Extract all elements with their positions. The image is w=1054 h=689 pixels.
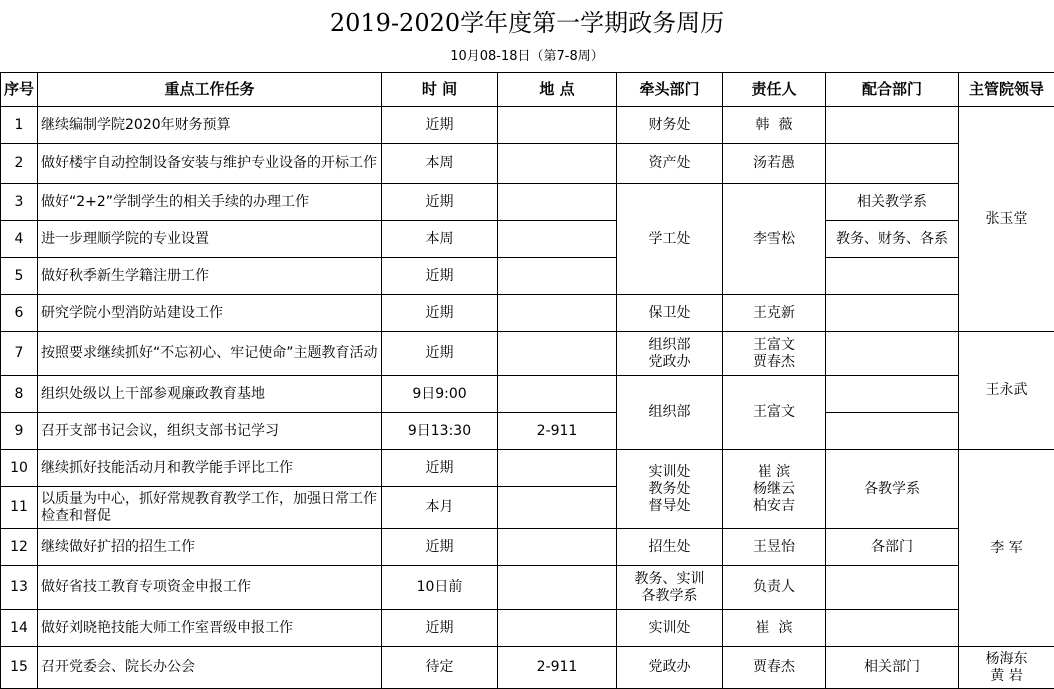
row-place <box>498 566 617 610</box>
row-person: 王富文 <box>723 376 826 450</box>
row-coop-dept <box>826 332 959 376</box>
table-row <box>1 376 1054 413</box>
row-time: 近期 <box>382 332 498 376</box>
row-no: 3 <box>1 184 38 221</box>
row-task: 按照要求继续抓好“不忘初心、牢记使命”主题教育活动 <box>38 332 382 376</box>
table-row <box>1 184 1054 221</box>
row-lead-dept: 组织部 党政办 <box>617 332 723 376</box>
table-row <box>1 610 1054 647</box>
row-person: 王富文 贾春杰 <box>723 332 826 376</box>
header-lead-dept: 牵头部门 <box>617 73 723 107</box>
row-task: 做好“2+2”学制学生的相关手续的办理工作 <box>38 184 382 221</box>
row-coop-dept <box>826 258 959 295</box>
table-row <box>1 258 1054 295</box>
header-person: 责任人 <box>723 73 826 107</box>
row-place <box>498 258 617 295</box>
row-coop-dept: 相关教学系 <box>826 184 959 221</box>
row-time: 待定 <box>382 647 498 689</box>
header-leader: 主管院领导 <box>959 73 1054 107</box>
row-place <box>498 144 617 184</box>
row-task: 做好秋季新生学籍注册工作 <box>38 258 382 295</box>
row-time: 10日前 <box>382 566 498 610</box>
row-coop-dept: 各教学系 <box>826 450 959 529</box>
row-coop-dept: 各部门 <box>826 529 959 566</box>
row-place <box>498 295 617 332</box>
row-lead-dept: 组织部 <box>617 376 723 450</box>
row-task: 进一步理顺学院的专业设置 <box>38 221 382 258</box>
row-time: 近期 <box>382 450 498 487</box>
row-lead-dept: 实训处 <box>617 610 723 647</box>
table-row <box>1 529 1054 566</box>
row-no: 15 <box>1 647 38 689</box>
row-person: 韩 薇 <box>723 107 826 144</box>
row-place <box>498 332 617 376</box>
row-no: 13 <box>1 566 38 610</box>
row-time: 近期 <box>382 258 498 295</box>
row-no: 14 <box>1 610 38 647</box>
row-lead-dept: 保卫处 <box>617 295 723 332</box>
row-lead-dept: 实训处 教务处 督导处 <box>617 450 723 529</box>
row-task: 组织处级以上干部参观廉政教育基地 <box>38 376 382 413</box>
row-person: 汤若愚 <box>723 144 826 184</box>
table-row <box>1 413 1054 450</box>
header-time: 时 间 <box>382 73 498 107</box>
row-task: 做好省技工教育专项资金申报工作 <box>38 566 382 610</box>
row-person: 王克新 <box>723 295 826 332</box>
row-place <box>498 450 617 487</box>
row-no: 11 <box>1 487 38 529</box>
row-coop-dept <box>826 376 959 413</box>
header-no: 序号 <box>1 73 38 107</box>
row-task: 召开支部书记会议，组织支部书记学习 <box>38 413 382 450</box>
page-title: 2019-2020学年度第一学期政务周历 <box>0 0 1054 44</box>
header-task: 重点工作任务 <box>38 73 382 107</box>
row-person: 崔 滨 <box>723 610 826 647</box>
row-place <box>498 529 617 566</box>
row-leader: 张玉堂 <box>959 107 1054 332</box>
date-range-subtitle: 10月08-18日（第7-8周） <box>0 44 1054 70</box>
row-place <box>498 221 617 258</box>
row-time: 近期 <box>382 610 498 647</box>
row-coop-dept <box>826 295 959 332</box>
schedule-table <box>0 72 1054 689</box>
row-coop-dept <box>826 144 959 184</box>
row-lead-dept: 财务处 <box>617 107 723 144</box>
row-task: 研究学院小型消防站建设工作 <box>38 295 382 332</box>
row-lead-dept: 党政办 <box>617 647 723 689</box>
table-row <box>1 450 1054 487</box>
row-place <box>498 610 617 647</box>
row-place: 2-911 <box>498 413 617 450</box>
row-person: 王昱怡 <box>723 529 826 566</box>
row-time: 本周 <box>382 144 498 184</box>
row-coop-dept <box>826 566 959 610</box>
row-no: 6 <box>1 295 38 332</box>
row-leader: 李 军 <box>959 450 1054 647</box>
table-row <box>1 107 1054 144</box>
row-time: 本月 <box>382 487 498 529</box>
row-coop-dept <box>826 413 959 450</box>
row-place: 2-911 <box>498 647 617 689</box>
header-place: 地 点 <box>498 73 617 107</box>
row-person: 贾春杰 <box>723 647 826 689</box>
row-no: 10 <box>1 450 38 487</box>
table-row <box>1 221 1054 258</box>
row-place <box>498 107 617 144</box>
row-place <box>498 376 617 413</box>
row-no: 12 <box>1 529 38 566</box>
table-row <box>1 332 1054 376</box>
row-no: 4 <box>1 221 38 258</box>
table-row <box>1 144 1054 184</box>
row-time: 近期 <box>382 529 498 566</box>
row-no: 9 <box>1 413 38 450</box>
row-person: 崔 滨 杨继云 柏安吉 <box>723 450 826 529</box>
row-coop-dept <box>826 610 959 647</box>
table-row <box>1 566 1054 610</box>
row-lead-dept: 教务、实训 各教学系 <box>617 566 723 610</box>
row-lead-dept: 资产处 <box>617 144 723 184</box>
row-time: 近期 <box>382 184 498 221</box>
row-task: 召开党委会、院长办公会 <box>38 647 382 689</box>
table-row <box>1 295 1054 332</box>
row-leader: 杨海东 黄 岩 <box>959 647 1054 689</box>
row-coop-dept: 相关部门 <box>826 647 959 689</box>
row-task: 继续抓好技能活动月和教学能手评比工作 <box>38 450 382 487</box>
row-person: 负责人 <box>723 566 826 610</box>
row-person: 李雪松 <box>723 184 826 295</box>
row-task: 做好刘晓艳技能大师工作室晋级申报工作 <box>38 610 382 647</box>
table-row <box>1 647 1054 689</box>
header-coop-dept: 配合部门 <box>826 73 959 107</box>
row-lead-dept: 招生处 <box>617 529 723 566</box>
row-time: 近期 <box>382 295 498 332</box>
row-place <box>498 184 617 221</box>
row-lead-dept: 学工处 <box>617 184 723 295</box>
row-task: 做好楼宇自动控制设备安装与维护专业设备的开标工作 <box>38 144 382 184</box>
row-place <box>498 487 617 529</box>
row-task: 以质量为中心，抓好常规教育教学工作，加强日常工作检查和督促 <box>38 487 382 529</box>
row-no: 5 <box>1 258 38 295</box>
row-time: 9日9:00 <box>382 376 498 413</box>
header-row <box>1 73 1054 107</box>
row-leader: 王永武 <box>959 332 1054 450</box>
row-no: 7 <box>1 332 38 376</box>
row-task: 继续做好扩招的招生工作 <box>38 529 382 566</box>
row-coop-dept: 教务、财务、各系 <box>826 221 959 258</box>
row-time: 9日13:30 <box>382 413 498 450</box>
row-no: 2 <box>1 144 38 184</box>
row-no: 1 <box>1 107 38 144</box>
row-no: 8 <box>1 376 38 413</box>
row-task: 继续编制学院2020年财务预算 <box>38 107 382 144</box>
row-coop-dept <box>826 107 959 144</box>
row-time: 本周 <box>382 221 498 258</box>
row-time: 近期 <box>382 107 498 144</box>
